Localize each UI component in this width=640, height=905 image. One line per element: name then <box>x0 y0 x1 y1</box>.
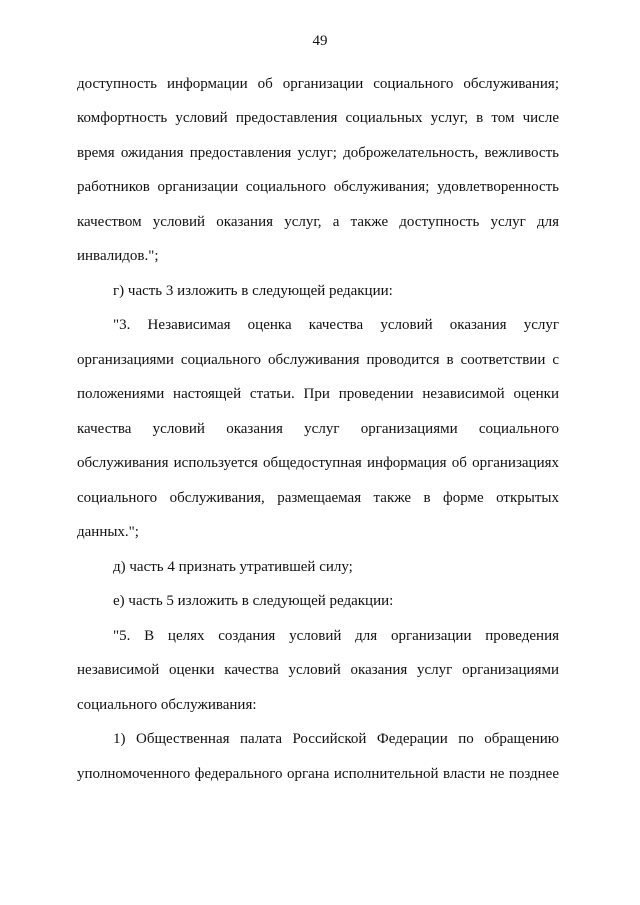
text-line: уполномоченного федерального органа исполнительной власти не позднее <box>77 766 559 782</box>
text-line: социального обслуживания, размещаемая также в форме открытых <box>77 490 559 506</box>
text-line: социального обслуживания: <box>77 697 257 713</box>
text-line: 1) Общественная палата Российской Федерации по обращению <box>113 731 559 747</box>
text-line: "5. В целях создания условий для организации проведения <box>113 628 559 644</box>
text-line: независимой оценки качества условий оказания услуг организациями <box>77 662 559 678</box>
text-line: "3. Независимая оценка качества условий оказания услуг <box>113 317 559 333</box>
text-line: качеством условий оказания услуг, а также доступность услуг для <box>77 214 559 230</box>
text-line: положениями настоящей статьи. При проведении независимой оценки <box>77 386 559 402</box>
text-line: инвалидов."; <box>77 248 159 264</box>
text-line: организациями социального обслуживания проводится в соответствии с <box>77 352 559 368</box>
text-line: время ожидания предоставления услуг; доброжелательность, вежливость <box>77 145 559 161</box>
text-line: комфортность условий предоставления социальных услуг, в том числе <box>77 110 559 126</box>
text-line: д) часть 4 признать утратившей силу; <box>113 559 353 575</box>
page-number: 49 <box>312 33 328 49</box>
text-line: е) часть 5 изложить в следующей редакции: <box>113 593 394 609</box>
text-line: работников организации социального обслуживания; удовлетворенность <box>77 179 559 195</box>
text-line: качества условий оказания услуг организациями социального <box>77 421 559 437</box>
text-line: данных."; <box>77 524 139 540</box>
text-line: г) часть 3 изложить в следующей редакции: <box>113 283 393 299</box>
text-line: обслуживания используется общедоступная информация об организациях <box>77 455 559 471</box>
text-line: доступность информации об организации социального обслуживания; <box>77 76 559 92</box>
